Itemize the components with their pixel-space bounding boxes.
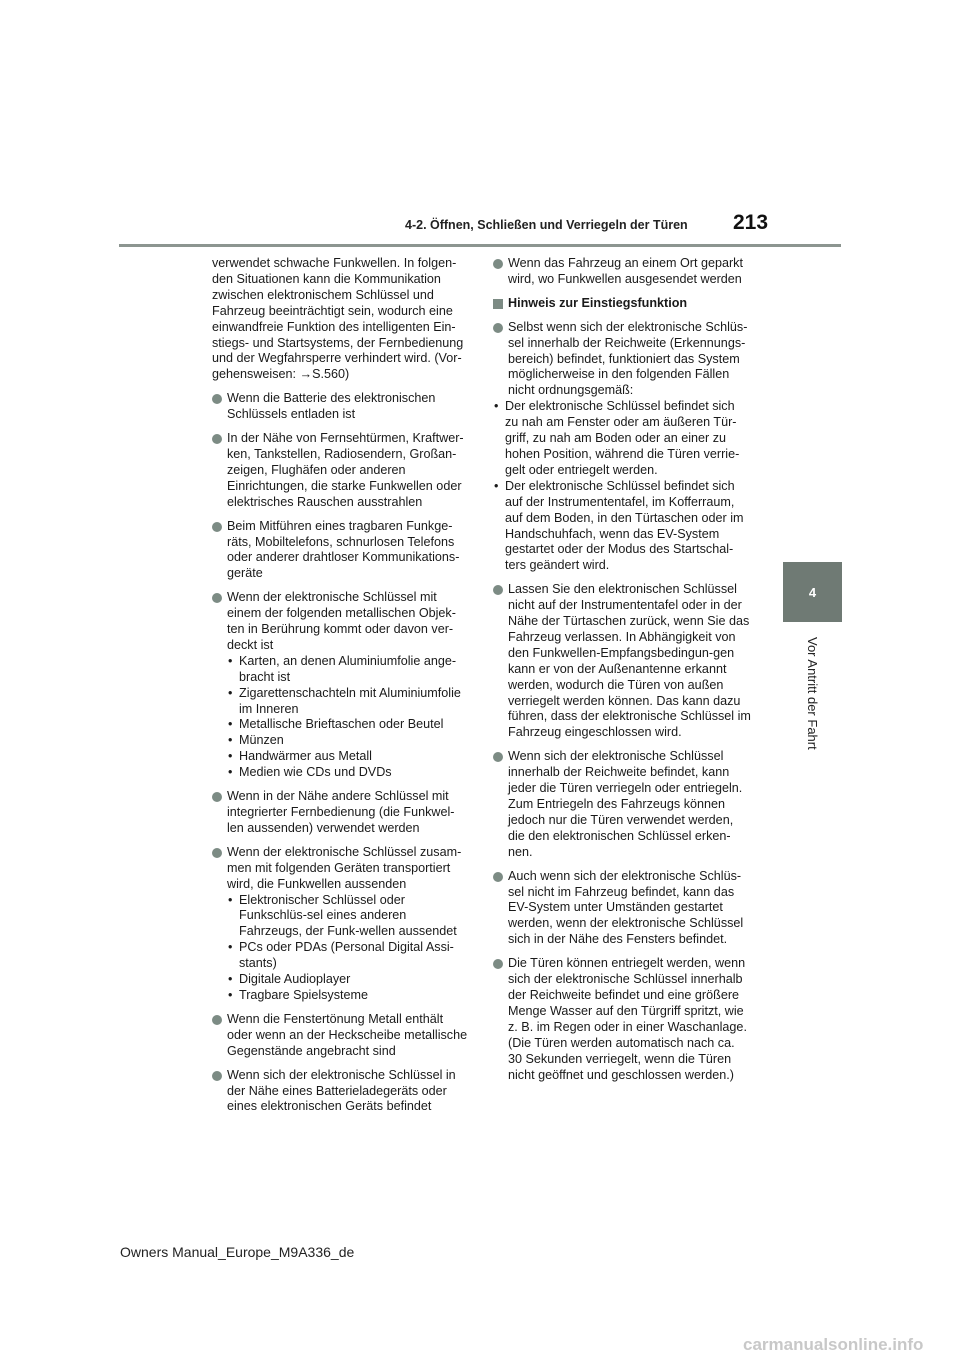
sub-item-text: Der elektronische Schlüssel befindet sich zu nah am Fenster oder am äußeren Tür-griff, zu nah am Boden oder an einer zu hohen Position, während die Türen verrie-gelt oder entriegelt werden. <box>505 399 740 477</box>
sub-item-text: Metallische Brieftaschen oder Beutel <box>239 717 444 732</box>
circle-bullet-icon <box>212 593 222 603</box>
sub-item-text: PCs oder PDAs (Personal Digital Assi-stants) <box>239 940 454 971</box>
chapter-tab-label: Vor Antritt der Fahrt <box>805 636 820 750</box>
sub-item: • Metallische Brieftaschen oder Beutel <box>228 717 444 732</box>
circle-bullet-icon <box>212 1015 222 1025</box>
sub-list <box>493 399 751 574</box>
left-column <box>212 256 470 1123</box>
header-rule <box>119 244 841 247</box>
list-item-text: Auch wenn sich der elektronische Schlüs-sel nicht im Fahrzeug befindet, kann das EV-System unter Umständen gestartet werden, wenn der elektronische Schlüssel sich in der Nähe des Fensters befindet. <box>508 868 744 947</box>
circle-bullet-icon <box>212 848 222 858</box>
list-item-text: Beim Mitführen eines tragbaren Funkge-räts, Mobiltelefons, schnurlosen Telefons oder anderer drahtloser Kommunikations-geräte <box>227 518 460 581</box>
list-item-text: Wenn sich der elektronische Schlüssel in der Nähe eines Batterieladegeräts oder eines elektronischen Geräts befindet <box>227 1067 456 1114</box>
list-item <box>212 590 470 781</box>
circle-bullet-icon <box>493 259 503 269</box>
document-footer: Owners Manual_Europe_M9A336_de <box>120 1244 355 1260</box>
list-item <box>493 749 751 860</box>
intro-paragraph: verwendet schwache Funkwellen. In folgen-den Situationen kann die Kommunikation zwischen elektronischem Schlüssel und Fahrzeug beeinträchtigt sein, wodurch eine einwandfreie Funktion des intelligenten Ein-stiegs- und Startsystems, der Fernbedienung und der Wegfahrsperre verhindert wird. (Vor-gehensweisen: →S.560) <box>212 256 464 382</box>
list-item-text: Wenn die Batterie des elektronischen Schlüssels entladen ist <box>227 391 436 422</box>
list-item-text: Wenn der elektronische Schlüssel mit einem der folgenden metallischen Objek-ten in Berührung kommt oder davon ver-deckt ist <box>227 590 456 652</box>
sub-item: • Tragbare Spielsysteme <box>228 987 369 1002</box>
sub-item: • Handwärmer aus Metall <box>228 749 372 764</box>
sub-item-text: Tragbare Spielsysteme <box>239 987 369 1002</box>
list-item <box>493 320 751 400</box>
list-item <box>493 256 751 288</box>
sub-item: • Elektronischer Schlüssel oder Funkschlüs-sel eines anderen Fahrzeugs, der Funk-wellen aussendet <box>228 892 457 939</box>
sub-item: • Digitale Audioplayer <box>228 972 351 987</box>
list-item <box>493 582 751 741</box>
section-title: 4-2. Öffnen, Schließen und Verriegeln der Türen <box>405 218 688 232</box>
list-item-text: Wenn die Fenstertönung Metall enthält oder wenn an der Heckscheibe metallische Gegenstände angebracht sind <box>227 1011 468 1058</box>
circle-bullet-icon <box>212 522 222 532</box>
list-item-text: Lassen Sie den elektronischen Schlüssel nicht auf der Instrumententafel oder in der Nähe der Türtaschen zurück, wenn Sie das Fahrzeug verlassen. In Abhängigkeit von den Funkwellen-Empfangsbedingun-gen kann er von der Außenantenne erkannt werden, wodurch die Türen von außen verriegelt werden können. Das kann dazu führen, dass der elektronische Schlüssel im Fahrzeug eingeschlossen wird. <box>508 582 751 740</box>
sub-item-text: Der elektronische Schlüssel befindet sich auf der Instrumententafel, im Kofferraum, auf dem Boden, in den Türtaschen oder im Handschuhfach, wenn das EV-System gestartet oder der Modus des Startschal-ters geändert wird. <box>505 478 744 573</box>
subsection-heading-text: Hinweis zur Einstiegsfunktion <box>508 295 688 310</box>
right-column <box>493 256 751 1091</box>
list-item <box>212 431 470 511</box>
sub-item: • Karten, an denen Aluminiumfolie ange-bracht ist <box>228 653 457 684</box>
list-item <box>493 956 751 1083</box>
square-heading-icon <box>493 299 503 309</box>
list-item-text: Selbst wenn sich der elektronische Schlüs-sel innerhalb der Reichweite (Erkennungs-bereich) befindet, funktioniert das System möglicherweise in den folgenden Fällen nicht ordnungsgemäß: <box>508 319 748 398</box>
circle-bullet-icon <box>493 323 503 333</box>
list-item <box>212 789 470 837</box>
chapter-tab-title <box>783 624 842 762</box>
sub-item: • Der elektronische Schlüssel befindet sich auf der Instrumententafel, im Kofferraum, auf dem Boden, in den Türtaschen oder im Handschuhfach, wenn das EV-System gestartet oder der Modus des Startschal-ters geändert wird. <box>494 478 744 573</box>
sub-item-text: Zigarettenschachteln mit Aluminiumfolie im Inneren <box>239 685 461 716</box>
sub-item: • Zigarettenschachteln mit Aluminiumfolie im Inneren <box>228 685 461 716</box>
circle-bullet-icon <box>493 872 503 882</box>
list-item-text: Wenn der elektronische Schlüssel zusam-men mit folgenden Geräten transportiert wird, die Funkwellen aussenden <box>227 844 462 891</box>
sub-item-text: Münzen <box>239 733 284 748</box>
circle-bullet-icon <box>212 1071 222 1081</box>
sub-item: • Der elektronische Schlüssel befindet sich zu nah am Fenster oder am äußeren Tür-griff, zu nah am Boden oder an einer zu hohen Position, während die Türen verrie-gelt oder entriegelt werden. <box>494 399 740 477</box>
list-item <box>212 1068 470 1116</box>
circle-bullet-icon <box>212 792 222 802</box>
sub-item-text: Medien wie CDs und DVDs <box>239 765 392 780</box>
page-number: 213 <box>733 211 769 234</box>
sub-item-text: Handwärmer aus Metall <box>239 749 372 764</box>
circle-bullet-icon <box>212 434 222 444</box>
subsection-heading <box>493 296 751 312</box>
list-item-text: Wenn in der Nähe andere Schlüssel mit integrierter Fernbedienung (die Funkwel-len aussenden) verwendet werden <box>227 789 455 835</box>
list-item-text: Wenn sich der elektronische Schlüssel innerhalb der Reichweite befindet, kann jeder die Türen verriegeln oder entriegeln. Zum Entriegeln des Fahrzeugs können jedoch nur die Türen verwendet werden, die den elektronischen Schlüssel erken-nen. <box>508 749 743 859</box>
circle-bullet-icon <box>493 585 503 595</box>
sub-item: • Medien wie CDs und DVDs <box>228 765 392 780</box>
list-item <box>212 1012 470 1060</box>
watermark: carmanualsonline.info <box>743 1335 924 1354</box>
sub-item-text: Elektronischer Schlüssel oder Funkschlüs-sel eines anderen Fahrzeugs, der Funk-wellen aussendet <box>239 892 457 939</box>
sub-item-text: Digitale Audioplayer <box>239 972 351 987</box>
list-item <box>212 391 470 423</box>
sub-item: • Münzen <box>228 733 284 748</box>
list-item-text: Die Türen können entriegelt werden, wenn sich der elektronische Schlüssel innerhalb der Reichweite befindet und eine größere Menge Wasser auf den Türgriff spritzt, wie z. B. im Regen oder in einer Waschanlage. (Die Türen werden automatisch nach ca. 30 Sekunden verriegelt, wenn die Türen nicht geöffnet und geschlossen werden.) <box>508 956 747 1082</box>
sub-item: • PCs oder PDAs (Personal Digital Assi-stants) <box>228 940 454 971</box>
list-item <box>212 845 470 1004</box>
sub-item-text: Karten, an denen Aluminiumfolie ange-bracht ist <box>239 653 457 684</box>
list-item-text: Wenn das Fahrzeug an einem Ort geparkt wird, wo Funkwellen ausgesendet werden <box>508 256 743 286</box>
list-item <box>493 869 751 949</box>
list-item <box>212 519 470 583</box>
circle-bullet-icon <box>493 959 503 969</box>
circle-bullet-icon <box>493 752 503 762</box>
list-item-text: In der Nähe von Fernsehtürmen, Kraftwer-ken, Tankstellen, Radiosendern, Großan-zeigen, Flughäfen oder anderen Einrichtungen, die starke Funkwellen oder elektrisches Rauschen ausstrahlen <box>227 431 464 509</box>
chapter-tab-number: 4 <box>783 562 842 622</box>
circle-bullet-icon <box>212 394 222 404</box>
